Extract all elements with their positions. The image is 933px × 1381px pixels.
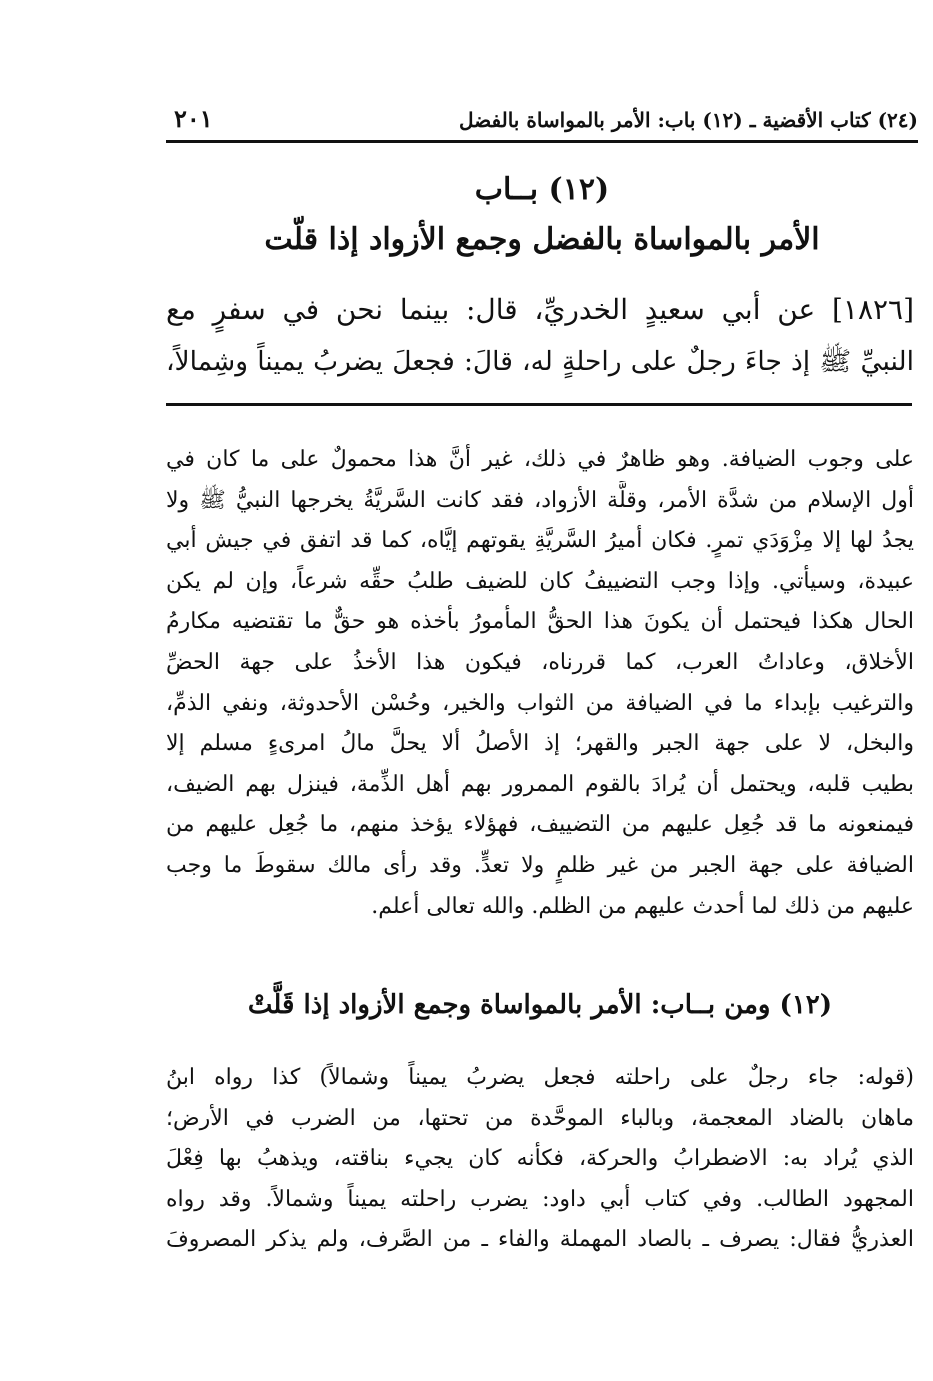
hadith-line: [١٨٢٦] عن أبي سعيدٍ الخدريِّ، قال: بينما نحن في سفرٍ مع: [166, 293, 914, 326]
commentary-line: المجهود الطالب. وفي كتاب أبي داود: يضرب راحلته يميناً وشمالاً. وقد رواه: [166, 1186, 914, 1212]
page-number: ٢٠١: [174, 104, 213, 133]
hadith-text: [166, 284, 914, 388]
chapter-number: (١٢) بــاب: [474, 172, 610, 207]
commentary-line: بطيب قلبه، ويحتمل أن يُرادَ بالقوم الممرور بهم أهل الذِّمة، فينزل بهم الضيف،: [166, 771, 914, 797]
commentary-line: عليهم من ذلك لما أحدث عليهم من الظلم. والله تعالى أعلم.: [371, 893, 914, 919]
commentary-line: أول الإسلام من شدَّة الأمر، وقلَّة الأزواد، فقد كانت السَّريَّةُ يخرجها النبيُّ ﷺ ولا: [166, 487, 914, 513]
hadith-line: النبيِّ ﷺ إذ جاءَ رجلٌ على راحلةٍ له، قالَ: فجعلَ يضربُ يميناً وشِمالاً،: [166, 346, 914, 377]
commentary-line: الأخلاق، وعاداتُ العرب، كما قررناه، فيكون هذا الأخذُ على جهة الحضِّ: [166, 649, 914, 675]
commentary-line: على وجوب الضيافة. وهو ظاهرٌ في ذلك، غير أنَّ هذا محمولٌ على ما كان في: [166, 447, 914, 472]
commentary-line: فيمنعونه ما قد جُعِل عليهم من التضييف، فهؤلاء يؤخذ منهم، ما جُعِل عليهم من: [166, 812, 914, 838]
section-heading: (١٢) ومن بــاب: الأمر بالمواساة وجمع الأزواد إذا قَلَّتْ: [247, 990, 833, 1020]
footnote-rule: [166, 403, 912, 406]
commentary-text-2: [166, 1058, 914, 1261]
commentary-line: يجدُ لها إلا مِزْوَدَي تمرٍ. فكان أميرُ السَّريَّةِ يقوتهم إيَّاه، كما قد اتفق في جيش أبي: [166, 528, 914, 554]
commentary-text: [166, 440, 914, 927]
commentary-line: (قوله: جاء رجلٌ على راحلته فجعل يضربُ يميناً وشمالاً) كذا رواه ابنُ: [166, 1065, 914, 1090]
running-title: (٢٤) كتاب الأقضية ـ (١٢) باب: الأمر بالمواساة بالفضل: [459, 108, 918, 132]
commentary-line: ماهان بالضاد المعجمة، وبالباء الموحَّدة من تحتها، من الضرب في الأرض؛: [166, 1105, 914, 1131]
commentary-line: عبيدة، وسيأتي. وإذا وجب التضييفُ كان للضيف طلبُ حقِّه شرعاً، وإن لم يكن: [166, 568, 914, 594]
running-header: [166, 104, 918, 138]
commentary-line: العذريُّ فقال: يصرف ـ بالصاد المهملة والفاء ـ من الصَّرف، ولم يذكر المصروفَ: [166, 1227, 914, 1253]
commentary-line: الذي يُراد به: الاضطرابُ والحركة، فكأنه كان يجيء بناقته، ويذهبُ بها فِعْلَ: [166, 1146, 914, 1172]
commentary-line: الضيافة على جهة الجبر من غير ظلمٍ ولا تعدٍّ. وقد رأى مالك سقوطَ ما وجب: [166, 852, 914, 878]
commentary-line: والترغيب بإبداء ما في الضيافة من الثواب والخير، وحُسْن الأحدوثة، ونفي الذمِّ،: [166, 690, 914, 716]
header-rule: [166, 140, 918, 143]
chapter-title: الأمر بالمواساة بالفضل وجمع الأزواد إذا قلّت: [264, 222, 820, 257]
commentary-line: الحال هكذا فيحتمل أن يكونَ هذا الحقُّ المأمورُ بأخذه هو حقٌّ ما تقتضيه مكارمُ: [166, 609, 914, 635]
commentary-line: والبخل، لا على جهة الجبر والقهر؛ إذ الأصلُ ألا يحلَّ مالُ امرىءٍ مسلم إلا: [166, 731, 914, 757]
